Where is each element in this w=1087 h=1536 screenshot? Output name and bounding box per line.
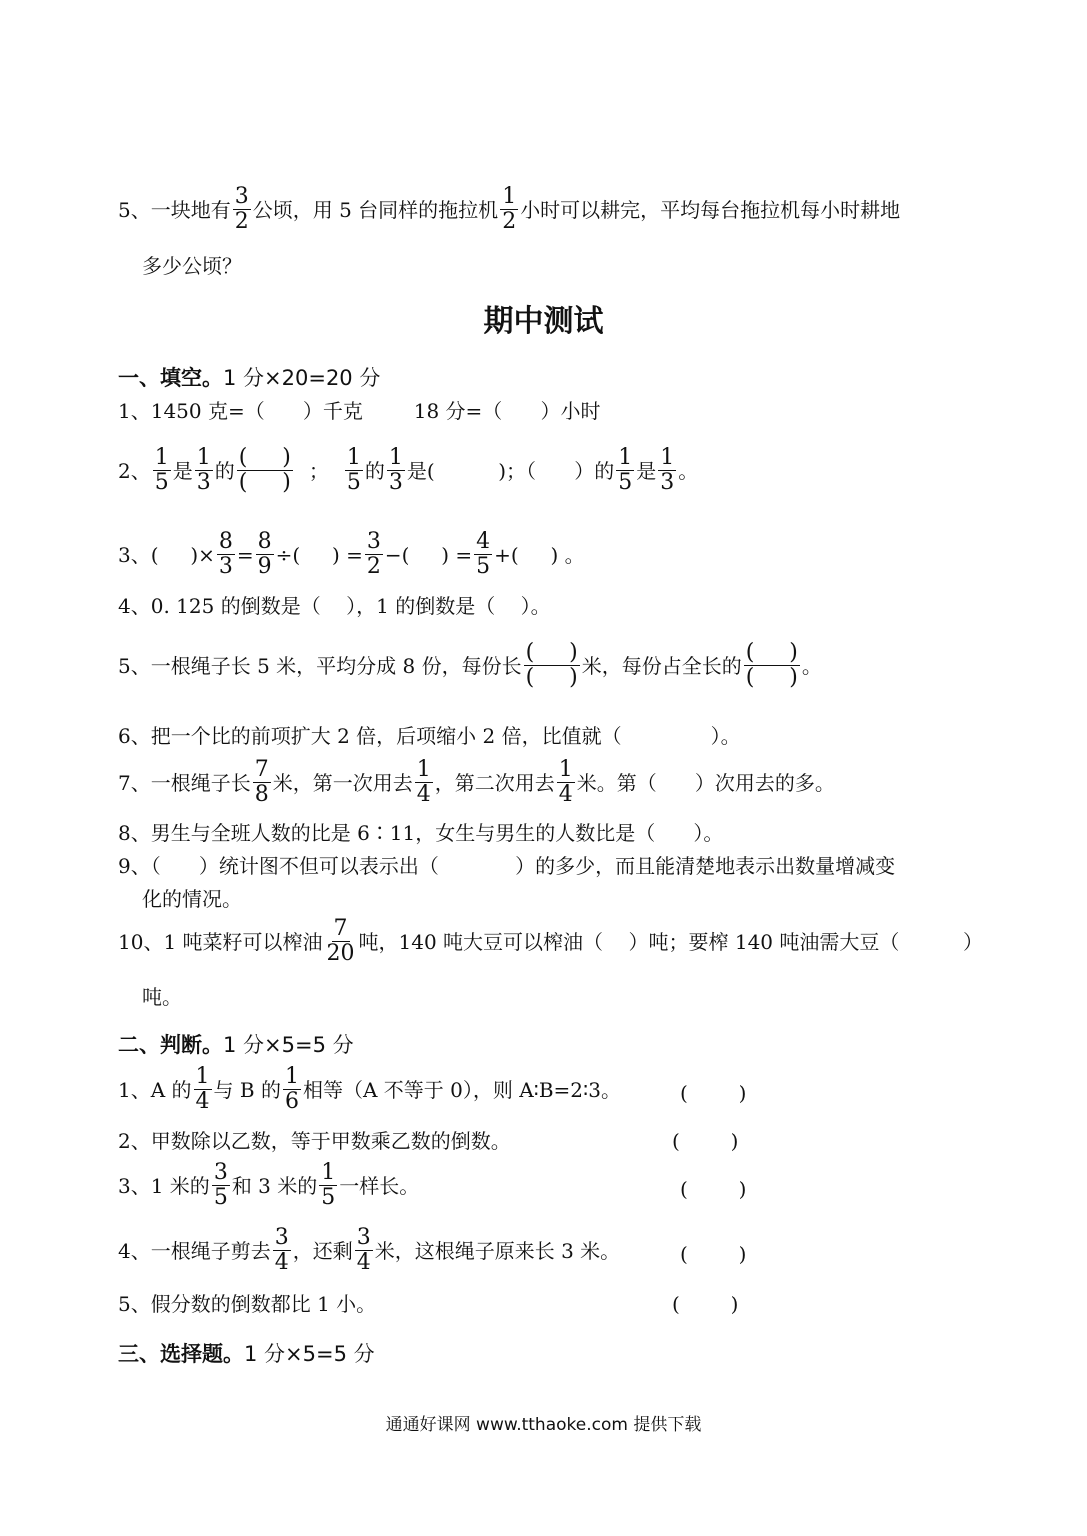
denominator: 5 <box>154 470 169 496</box>
fraction-1-5 <box>616 447 634 495</box>
text: 米。第（ ）次用去的多。 <box>576 770 835 795</box>
blank-numerator[interactable]: ( ) <box>238 445 291 470</box>
text: 5、一根绳子长 5 米，平均分成 8 份，每份长 <box>118 653 522 678</box>
text: 是 <box>636 458 657 483</box>
denominator: 3 <box>196 470 211 496</box>
denominator: 6 <box>284 1089 299 1115</box>
text: 相等（A 不等于 0），则 A∶B=2∶3。 <box>302 1077 621 1102</box>
fraction-1-2 <box>500 186 518 234</box>
s1-question-8 <box>118 823 723 843</box>
text: 1、1450 克=（ ）千克 18 分=（ ）小时 <box>118 399 601 423</box>
blank-fraction[interactable] <box>237 447 293 495</box>
denominator: 4 <box>416 782 431 808</box>
text: 一样长。 <box>339 1173 420 1198</box>
section-label: 三、选择题。 <box>118 1342 244 1366</box>
fraction-8-3 <box>217 531 235 579</box>
s2-question-2 <box>118 1131 511 1151</box>
text: = <box>236 542 254 567</box>
fraction-3-5 <box>212 1162 230 1210</box>
denominator: 5 <box>476 554 491 580</box>
blank-fraction[interactable] <box>744 642 800 690</box>
fraction-1-5 <box>319 1162 337 1210</box>
s1-question-3 <box>118 531 585 579</box>
denominator: 5 <box>321 1185 336 1211</box>
text: 3、1 米的 <box>118 1173 210 1198</box>
s1-question-6 <box>118 726 741 746</box>
denominator: 2 <box>366 554 381 580</box>
text: 米，每份占全长的 <box>581 653 742 678</box>
s1-question-10 <box>118 918 983 966</box>
text: 9、（ ）统计图不但可以表示出（ ）的多少，而且能清楚地表示出数量增减变 <box>118 854 896 878</box>
text: ； <box>308 458 329 483</box>
text: 4、0. 125 的倒数是（ ），1 的倒数是（ ）。 <box>118 594 551 618</box>
s1-question-1 <box>118 401 600 421</box>
blank-denominator[interactable]: ( ) <box>525 665 578 691</box>
text: 7、一根绳子长 <box>118 770 251 795</box>
text: ，第二次用去 <box>434 770 555 795</box>
fraction-7-8 <box>253 759 271 807</box>
prev-question-5 <box>118 186 900 234</box>
fraction-3-4 <box>355 1227 373 1275</box>
s1-question-4 <box>118 596 551 616</box>
section-2-heading <box>118 1035 354 1056</box>
text: ÷( ) = <box>275 542 363 567</box>
text: 2、 <box>118 458 151 483</box>
judge-blank-1[interactable]: ( ) <box>680 1081 747 1105</box>
text: 的 <box>214 458 235 483</box>
numerator: 3 <box>366 529 381 554</box>
blank-denominator[interactable]: ( ) <box>745 665 798 691</box>
section-label: 二、判断。 <box>118 1033 223 1057</box>
numerator: 1 <box>196 445 211 470</box>
s1-question-9 <box>118 856 895 876</box>
denominator: 3 <box>218 554 233 580</box>
fraction-1-5 <box>345 447 363 495</box>
numerator: 4 <box>476 529 491 554</box>
fraction-3-2 <box>233 186 251 234</box>
s1-question-2 <box>118 447 698 495</box>
text: 2、甲数除以乙数，等于甲数乘乙数的倒数。 <box>118 1129 511 1153</box>
fraction-8-9 <box>256 531 274 579</box>
text: −( ) = <box>384 542 473 567</box>
s1-question-7 <box>118 759 835 807</box>
text: 米，这根绳子原来长 3 米。 <box>374 1238 621 1263</box>
numerator: 1 <box>618 445 633 470</box>
numerator: 1 <box>154 445 169 470</box>
numerator: 1 <box>388 445 403 470</box>
denominator: 2 <box>234 209 249 235</box>
numerator: 1 <box>321 1160 336 1185</box>
text: +( ) 。 <box>494 542 585 567</box>
numerator: 1 <box>346 445 361 470</box>
denominator: 5 <box>346 470 361 496</box>
numerator: 1 <box>558 757 573 782</box>
section-1-heading <box>118 368 380 389</box>
judge-blank-3[interactable]: ( ) <box>680 1177 747 1201</box>
fraction-1-4 <box>415 759 433 807</box>
section-points: 1 分×5=5 分 <box>223 1033 354 1057</box>
numerator: 1 <box>195 1064 210 1089</box>
text: 米，第一次用去 <box>272 770 413 795</box>
denominator: 4 <box>558 782 573 808</box>
s1-question-9-cont: 化的情况。 <box>142 887 242 911</box>
fraction-4-5 <box>474 531 492 579</box>
fraction-1-5 <box>153 447 171 495</box>
fraction-1-4 <box>194 1066 212 1114</box>
denominator: 4 <box>274 1250 289 1276</box>
denominator: 20 <box>326 941 355 967</box>
text: 。 <box>801 653 822 678</box>
numerator: 3 <box>274 1225 289 1250</box>
fraction-1-3 <box>387 447 405 495</box>
judge-blank-4[interactable]: ( ) <box>680 1242 747 1266</box>
numerator: 1 <box>416 757 431 782</box>
denominator: 2 <box>502 209 517 235</box>
s1-question-10-cont: 吨。 <box>142 985 182 1009</box>
text: 吨，140 吨大豆可以榨油（ ）吨；要榨 140 吨油需大豆（ ） <box>358 929 983 954</box>
text: 小时可以耕完，平均每台拖拉机每小时耕地 <box>520 197 901 222</box>
text: ，还剩 <box>292 1238 353 1263</box>
numerator: 3 <box>213 1160 228 1185</box>
fraction-1-4 <box>557 759 575 807</box>
fraction-1-6 <box>283 1066 301 1114</box>
numerator: 7 <box>333 916 348 941</box>
s2-question-3 <box>118 1162 419 1210</box>
numerator: 8 <box>257 529 272 554</box>
text: 1、A 的 <box>118 1077 192 1102</box>
text: 5、假分数的倒数都比 1 小。 <box>118 1292 377 1316</box>
fraction-3-4 <box>273 1227 291 1275</box>
text: 6、把一个比的前项扩大 2 倍，后项缩小 2 倍，比值就（ ）。 <box>118 724 741 748</box>
numerator: 3 <box>356 1225 371 1250</box>
denominator: 4 <box>195 1089 210 1115</box>
text: 4、一根绳子剪去 <box>118 1238 271 1263</box>
text: 10、1 吨菜籽可以榨油 <box>118 929 323 954</box>
denominator: 4 <box>356 1250 371 1276</box>
text: 公顷，用 5 台同样的拖拉机 <box>252 197 499 222</box>
s2-question-1 <box>118 1066 621 1114</box>
blank-fraction[interactable] <box>524 642 580 690</box>
numerator: 1 <box>502 184 517 209</box>
s2-question-4 <box>118 1227 620 1275</box>
section-points: 1 分×5=5 分 <box>244 1342 375 1366</box>
denominator: 8 <box>254 782 269 808</box>
section-points: 1 分×20=20 分 <box>223 366 381 390</box>
text: 3、( )× <box>118 542 215 567</box>
denominator: 5 <box>213 1185 228 1211</box>
prev-question-5-cont: 多少公顷？ <box>142 254 242 278</box>
blank-denominator[interactable]: ( ) <box>238 470 291 496</box>
judge-blank-5[interactable]: ( ) <box>672 1292 739 1316</box>
numerator: 8 <box>218 529 233 554</box>
page-title: 期中测试 <box>483 304 604 339</box>
text: 8、男生与全班人数的比是 6∶11，女生与男生的人数比是（ ）。 <box>118 821 724 845</box>
numerator: 1 <box>284 1064 299 1089</box>
denominator: 3 <box>388 470 403 496</box>
section-label: 一、填空。 <box>118 366 223 390</box>
numerator: 3 <box>234 184 249 209</box>
fraction-1-3 <box>658 447 676 495</box>
denominator: 5 <box>618 470 633 496</box>
s1-question-5 <box>118 642 822 690</box>
text: 的 <box>364 458 385 483</box>
denominator: 3 <box>660 470 675 496</box>
text: 是 <box>172 458 193 483</box>
judge-blank-2[interactable]: ( ) <box>672 1129 739 1153</box>
fraction-1-3 <box>195 447 213 495</box>
fraction-3-2 <box>365 531 383 579</box>
numerator: 1 <box>660 445 675 470</box>
denominator: 9 <box>257 554 272 580</box>
text: 与 B 的 <box>213 1077 281 1102</box>
text: 和 3 米的 <box>231 1173 318 1198</box>
blank-numerator[interactable]: ( ) <box>745 640 798 665</box>
text: 5、一块地有 <box>118 197 231 222</box>
text: 是( )；（ ）的 <box>406 458 615 483</box>
s2-question-5 <box>118 1294 376 1314</box>
numerator: 7 <box>254 757 269 782</box>
fraction-7-20 <box>325 918 357 966</box>
section-3-heading <box>118 1344 375 1365</box>
blank-numerator[interactable]: ( ) <box>525 640 578 665</box>
text: 。 <box>678 458 699 483</box>
footer-source: 通通好课网 www.tthaoke.com 提供下载 <box>385 1415 702 1435</box>
